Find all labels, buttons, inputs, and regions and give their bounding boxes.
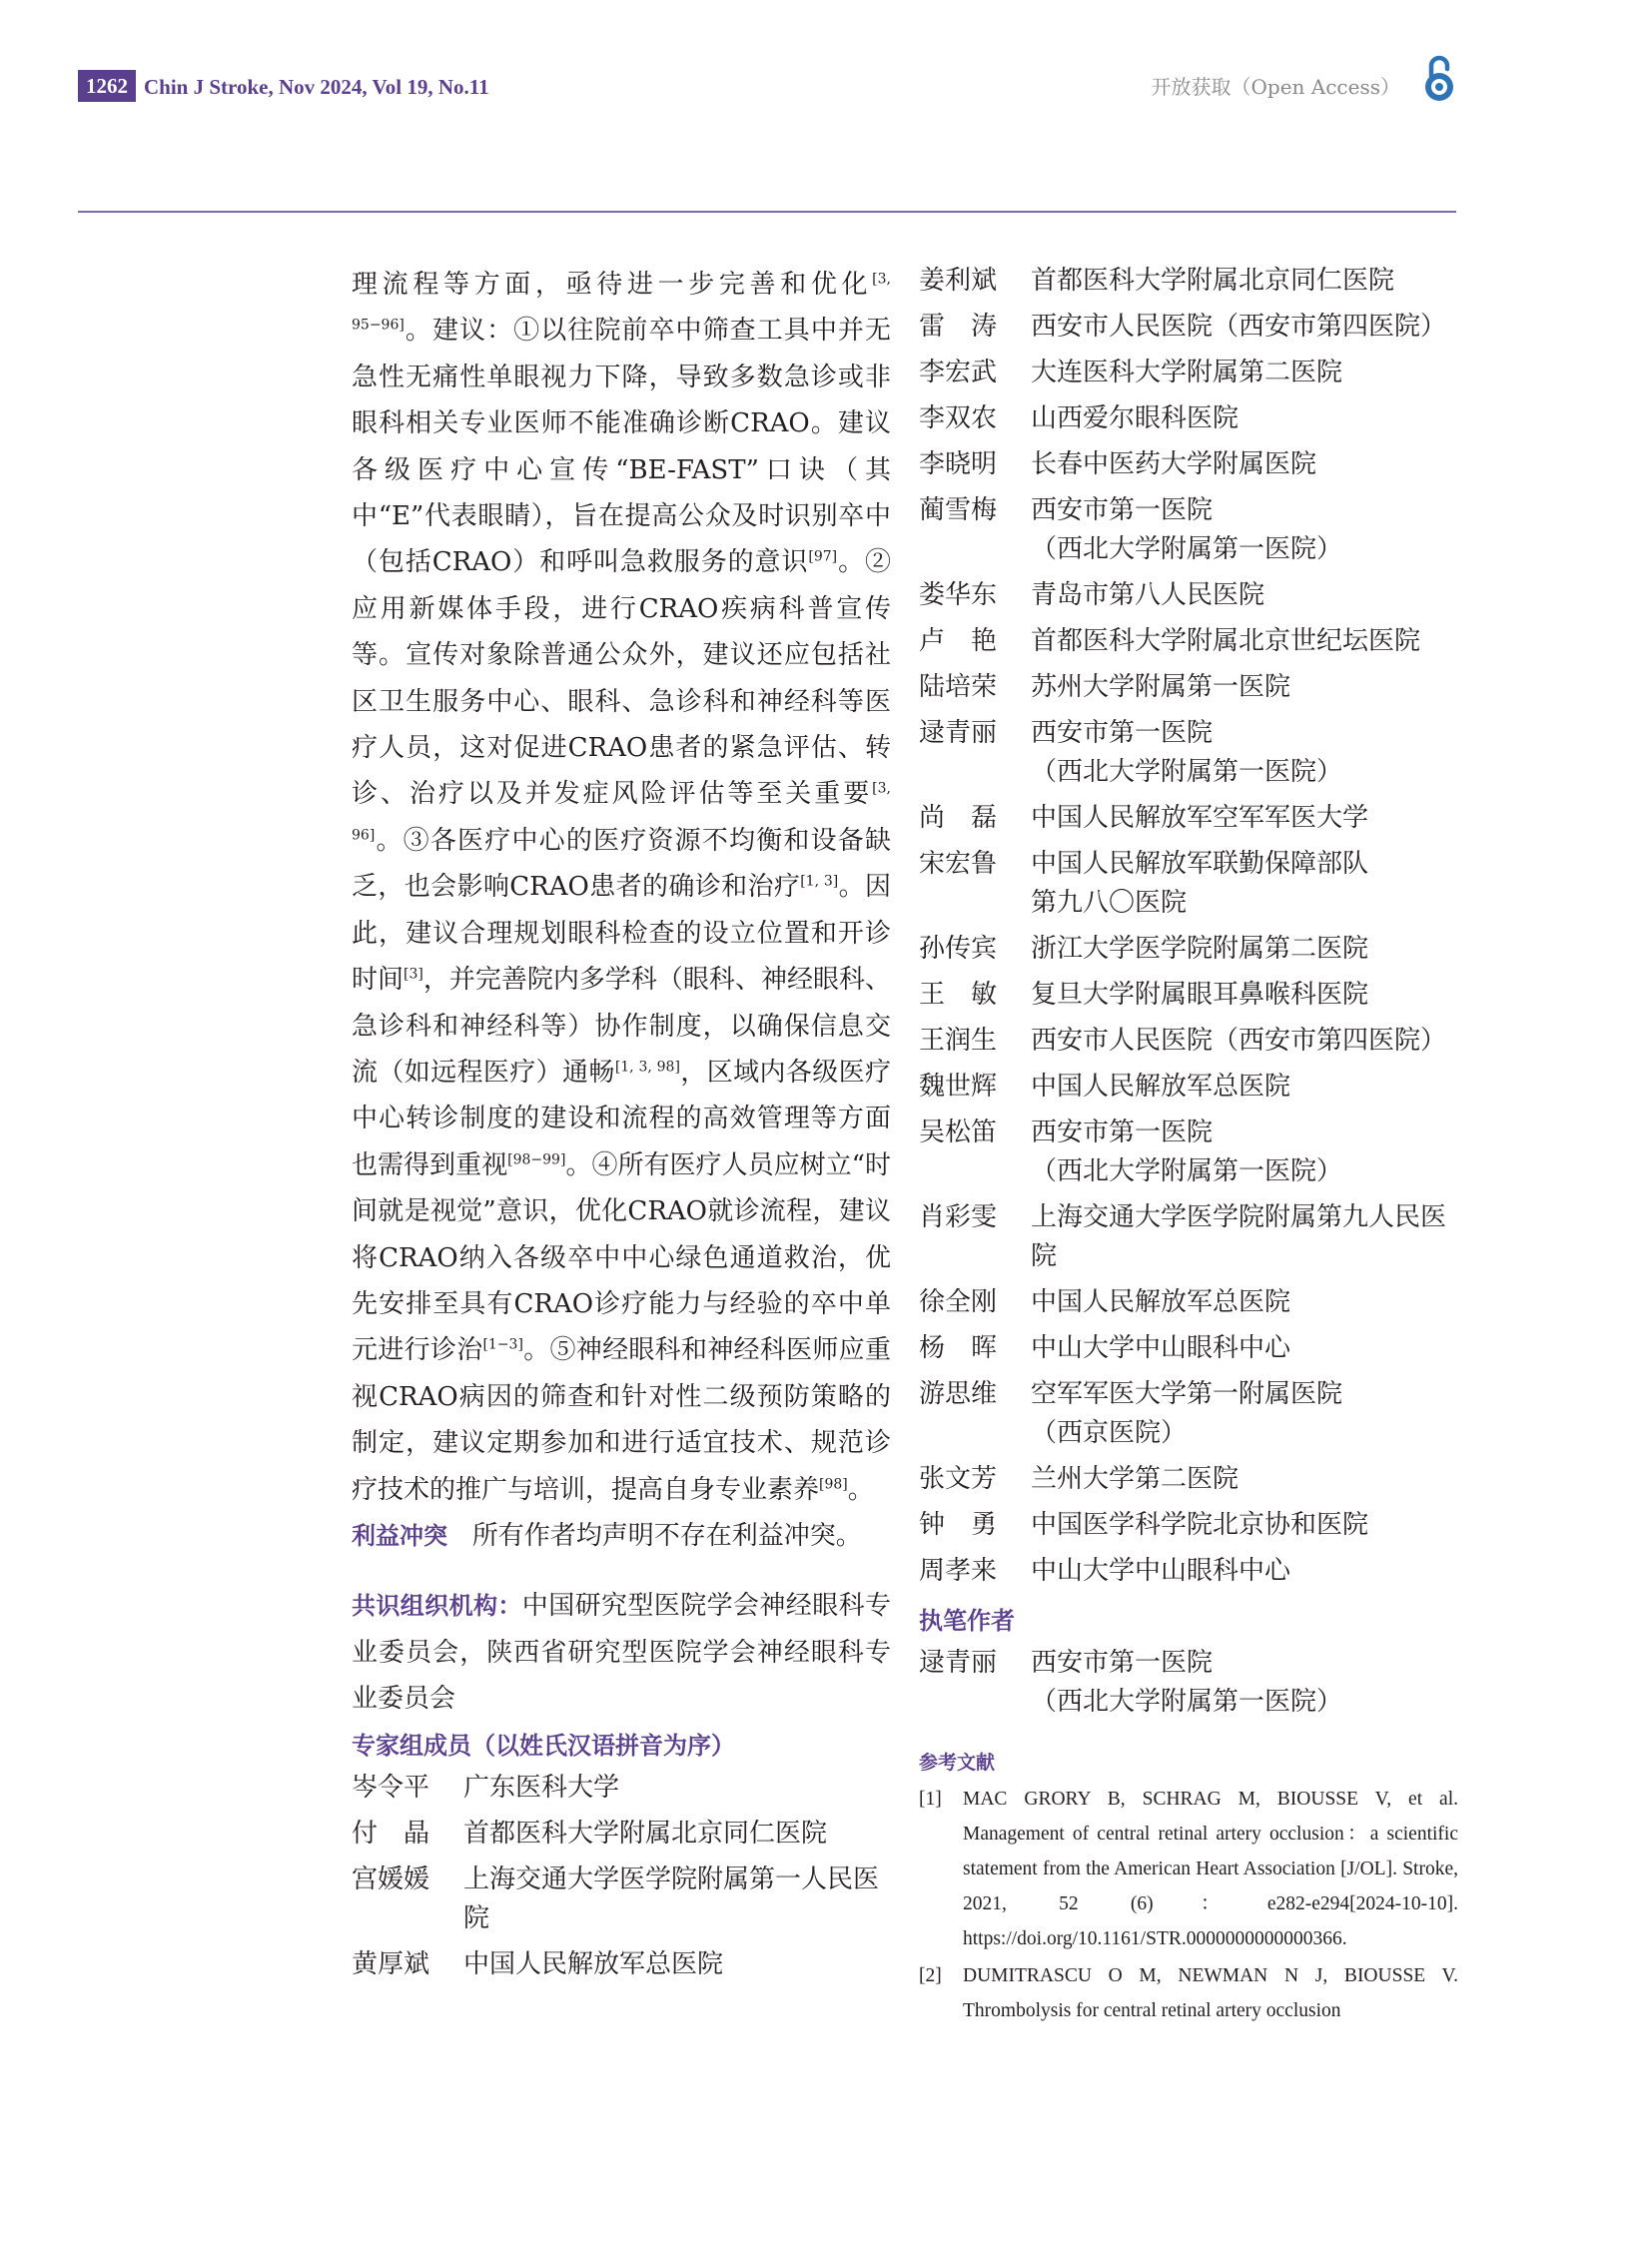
expert-entry: [919, 714, 1458, 792]
reference-number: [1]: [919, 1789, 942, 1811]
expert-name: 雷 涛: [919, 312, 998, 342]
expert-entry: [919, 930, 1458, 969]
expert-affiliation: 长春中医药大学附属医院: [1031, 449, 1317, 479]
citation-superscript: [3]: [404, 966, 423, 983]
expert-name: 宋宏鲁: [919, 849, 998, 879]
experts-list-right: [919, 262, 1458, 1591]
citation-superscript: [3, 96]: [352, 780, 891, 844]
expert-entry: [919, 1329, 1458, 1368]
expert-affiliation: 苏州大学附属第一医院: [1031, 672, 1291, 702]
expert-entry: [919, 1506, 1458, 1545]
expert-entry: [919, 1375, 1458, 1453]
expert-affiliation: 西安市第一医院 （西北大学附属第一医院）: [1031, 495, 1343, 564]
expert-affiliation: 西安市第一医院 （西北大学附属第一医院）: [1031, 718, 1343, 787]
open-access-label: 开放获取（Open Access）: [1151, 75, 1400, 99]
expert-entry: [919, 1552, 1458, 1591]
expert-affiliation: 中国人民解放军联勤保障部队 第九八〇医院: [1031, 849, 1369, 918]
right-column: [919, 262, 1458, 2030]
journal-citation: Chin J Stroke, Nov 2024, Vol 19, No.11: [144, 75, 489, 99]
writer-entry: [919, 1644, 1458, 1722]
expert-affiliation: 浙江大学医学院附属第二医院: [1031, 934, 1369, 964]
expert-entry: [919, 1283, 1458, 1322]
expert-name: 卢 艳: [919, 626, 998, 656]
paragraph-text: 理流程等方面，亟待进一步完善和优化: [352, 270, 873, 300]
expert-name: 王润生: [919, 1026, 998, 1056]
expert-name: 王 敏: [919, 980, 998, 1010]
expert-name: 陆培荣: [919, 672, 998, 702]
expert-affiliation: 广东医科大学: [463, 1773, 620, 1803]
expert-entry: [919, 1022, 1458, 1061]
expert-name: 肖彩雯: [919, 1202, 998, 1232]
expert-name: 姜利斌: [919, 266, 998, 296]
reference-item: [919, 1782, 1458, 1956]
conflict-of-interest: [352, 1513, 891, 1559]
paragraph-text: 。④所有医疗人员应树立“时间就是视觉”意识，优化CRAO就诊流程，建议将CRAO纳入各级卒中中心绿色通道救治，优先安排至具有CRAO诊疗能力与经验的卒中单元进行诊治: [352, 1149, 891, 1366]
writer-name: 逯青丽: [919, 1648, 998, 1679]
header-rule: [78, 211, 1456, 213]
references-heading: 参考文献: [919, 1752, 996, 1775]
expert-name: 李双农: [919, 403, 998, 433]
expert-affiliation: 中国人民解放军总医院: [1031, 1072, 1291, 1102]
expert-name: 吴松笛: [919, 1118, 998, 1147]
expert-entry: [919, 668, 1458, 707]
expert-entry: [919, 576, 1458, 615]
expert-name: 尚 磊: [919, 803, 998, 833]
conflict-text: 所有作者均声明不存在利益冲突。: [471, 1520, 862, 1551]
experts-heading: 专家组成员（以姓氏汉语拼音为序）: [352, 1731, 735, 1760]
expert-entry: [919, 799, 1458, 838]
expert-entry: [919, 622, 1458, 661]
expert-affiliation: 山西爱尔眼科医院: [1031, 403, 1239, 433]
page-header: [78, 70, 1456, 106]
citation-superscript: [98−99]: [507, 1151, 566, 1168]
conflict-label: 利益冲突: [352, 1521, 447, 1550]
expert-affiliation: 兰州大学第二医院: [1031, 1464, 1239, 1494]
paragraph-text: 。②应用新媒体手段，进行CRAO疾病科普宣传等。宣传对象除普通公众外，建议还应包括社区卫生服务中心、眼科、急诊科和神经科等医疗人员，这对促进CRAO患者的紧急评估、转诊、治疗以及并发症风险评估等至关重要: [352, 547, 891, 810]
citation-superscript: [1, 3, 98]: [614, 1059, 680, 1076]
expert-name: 张文芳: [919, 1464, 998, 1494]
expert-entry: [919, 1460, 1458, 1499]
expert-affiliation: 中山大学中山眼科中心: [1031, 1556, 1291, 1586]
expert-affiliation: 中国医学科学院北京协和医院: [1031, 1510, 1369, 1540]
open-access-lock-icon: [1422, 54, 1456, 104]
writer-heading: 执笔作者: [919, 1607, 1015, 1635]
organizer-text: 中国研究型医院学会神经眼科专业委员会，陕西省研究型医院学会神经眼科专业委员会: [352, 1591, 891, 1715]
writer-affiliation: 西安市第一医院 （西北大学附属第一医院）: [1031, 1648, 1343, 1718]
expert-entry: [352, 1815, 891, 1854]
expert-entry: [919, 1198, 1458, 1276]
citation-superscript: [98]: [819, 1475, 848, 1492]
paragraph-text: 。③各医疗中心的医疗资源不均衡和设备缺乏，也会影响CRAO患者的确诊和治疗: [352, 825, 891, 903]
expert-name: 徐全刚: [919, 1287, 998, 1317]
expert-entry: [919, 845, 1458, 923]
expert-entry: [919, 262, 1458, 301]
expert-name: 杨 晖: [919, 1333, 998, 1363]
expert-entry: [352, 1945, 891, 1984]
expert-name: 黄厚斌: [352, 1949, 430, 1979]
expert-name: 蔺雪梅: [919, 495, 998, 525]
page-number: 1262: [78, 70, 136, 102]
expert-entry: [352, 1861, 891, 1938]
reference-text: DUMITRASCU O M, NEWMAN N J, BIOUSSE V. Thrombolysis for central retinal artery occlusion: [963, 1965, 1458, 2022]
paragraph-text: 。建议：①以往院前卒中筛查工具中并无急性无痛性单眼视力下降，导致多数急诊或非眼科相关专业医师不能准确诊断CRAO。建议各级医疗中心宣传“BE-FAST”口诀（其中“E”代表眼睛），旨在提高公众及时识别卒中（包括CRAO）和呼叫急救服务的意识: [352, 316, 891, 578]
reference-item: [919, 1958, 1458, 2028]
expert-name: 魏世辉: [919, 1072, 998, 1102]
organizer-statement: [352, 1583, 891, 1722]
expert-entry: [352, 1769, 891, 1808]
paragraph-text: 。因此，建议合理规划眼科检查的设立位置和开诊时间: [352, 872, 891, 996]
expert-name: 游思维: [919, 1379, 998, 1409]
expert-affiliation: 首都医科大学附属北京世纪坛医院: [1031, 626, 1421, 656]
expert-entry: [919, 354, 1458, 392]
citation-superscript: [1−3]: [482, 1336, 523, 1353]
citation-superscript: [3, 95−96]: [352, 271, 891, 334]
experts-list-left: [352, 1769, 891, 1984]
expert-entry: [919, 491, 1458, 569]
expert-entry: [919, 976, 1458, 1015]
expert-affiliation: 中山大学中山眼科中心: [1031, 1333, 1291, 1363]
reference-number: [2]: [919, 1965, 942, 1987]
reference-text: MAC GRORY B, SCHRAG M, BIOUSSE V, et al. Management of central retinal artery occlusion：a scientific statement from the American Heart Association [J/OL]. Stroke, 2021, 52 (6)：e282-e294[2024-10-10]. https://doi.org/10.1161/STR.0000000000000366.: [963, 1789, 1458, 1950]
paragraph-text: 。⑤神经眼科和神经科医师应重视CRAO病因的筛查和针对性二级预防策略的制定，建议定期参加和进行适宜技术、规范诊疗技术的推广与培训，提高自身专业素养: [352, 1335, 891, 1505]
expert-affiliation: 上海交通大学医学院附属第一人民医院: [463, 1865, 880, 1933]
expert-entry: [919, 308, 1458, 347]
expert-affiliation: 青岛市第八人民医院: [1031, 580, 1265, 610]
organizer-label: 共识组织机构：: [352, 1592, 522, 1621]
expert-affiliation: 中国人民解放军总医院: [1031, 1287, 1291, 1317]
expert-name: 付 晶: [352, 1819, 430, 1849]
expert-affiliation: 空军军医大学第一附属医院 （西京医院）: [1031, 1379, 1343, 1448]
paragraph-text: ，区域内各级医疗中心转诊制度的建设和流程的高效管理等方面也需得到重视: [352, 1057, 891, 1180]
expert-name: 孙传宾: [919, 934, 998, 964]
expert-affiliation: 西安市第一医院 （西北大学附属第一医院）: [1031, 1118, 1343, 1186]
expert-affiliation: 大连医科大学附属第二医院: [1031, 358, 1343, 387]
paragraph-text: ，并完善院内多学科（眼科、神经眼科、急诊科和神经科等）协作制度，以确保信息交流（如远程医疗）通畅: [352, 965, 891, 1088]
expert-affiliation: 中国人民解放军总医院: [463, 1949, 724, 1979]
expert-name: 岑令平: [352, 1773, 430, 1803]
expert-affiliation: 西安市人民医院（西安市第四医院）: [1031, 1026, 1447, 1056]
expert-name: 宫媛媛: [352, 1865, 430, 1894]
expert-entry: [919, 445, 1458, 484]
expert-affiliation: 复旦大学附属眼耳鼻喉科医院: [1031, 980, 1369, 1010]
references-list: [919, 1782, 1458, 2028]
expert-name: 李宏武: [919, 358, 998, 387]
left-column: [352, 262, 891, 1991]
expert-affiliation: 西安市人民医院（西安市第四医院）: [1031, 312, 1447, 342]
expert-affiliation: 中国人民解放军空军军医大学: [1031, 803, 1369, 833]
citation-superscript: [97]: [808, 548, 838, 565]
expert-affiliation: 上海交通大学医学院附属第九人民医院: [1031, 1202, 1447, 1271]
expert-entry: [919, 1068, 1458, 1107]
expert-name: 逯青丽: [919, 718, 998, 748]
expert-name: 娄华东: [919, 580, 998, 610]
expert-affiliation: 首都医科大学附属北京同仁医院: [463, 1819, 828, 1849]
expert-name: 钟 勇: [919, 1510, 998, 1540]
recommendation-paragraph: [352, 262, 891, 1513]
expert-name: 李晓明: [919, 449, 998, 479]
expert-entry: [919, 1114, 1458, 1191]
expert-name: 周孝来: [919, 1556, 998, 1586]
paragraph-text: 。: [847, 1474, 874, 1505]
citation-superscript: [1, 3]: [800, 873, 839, 890]
expert-affiliation: 首都医科大学附属北京同仁医院: [1031, 266, 1395, 296]
expert-entry: [919, 399, 1458, 438]
